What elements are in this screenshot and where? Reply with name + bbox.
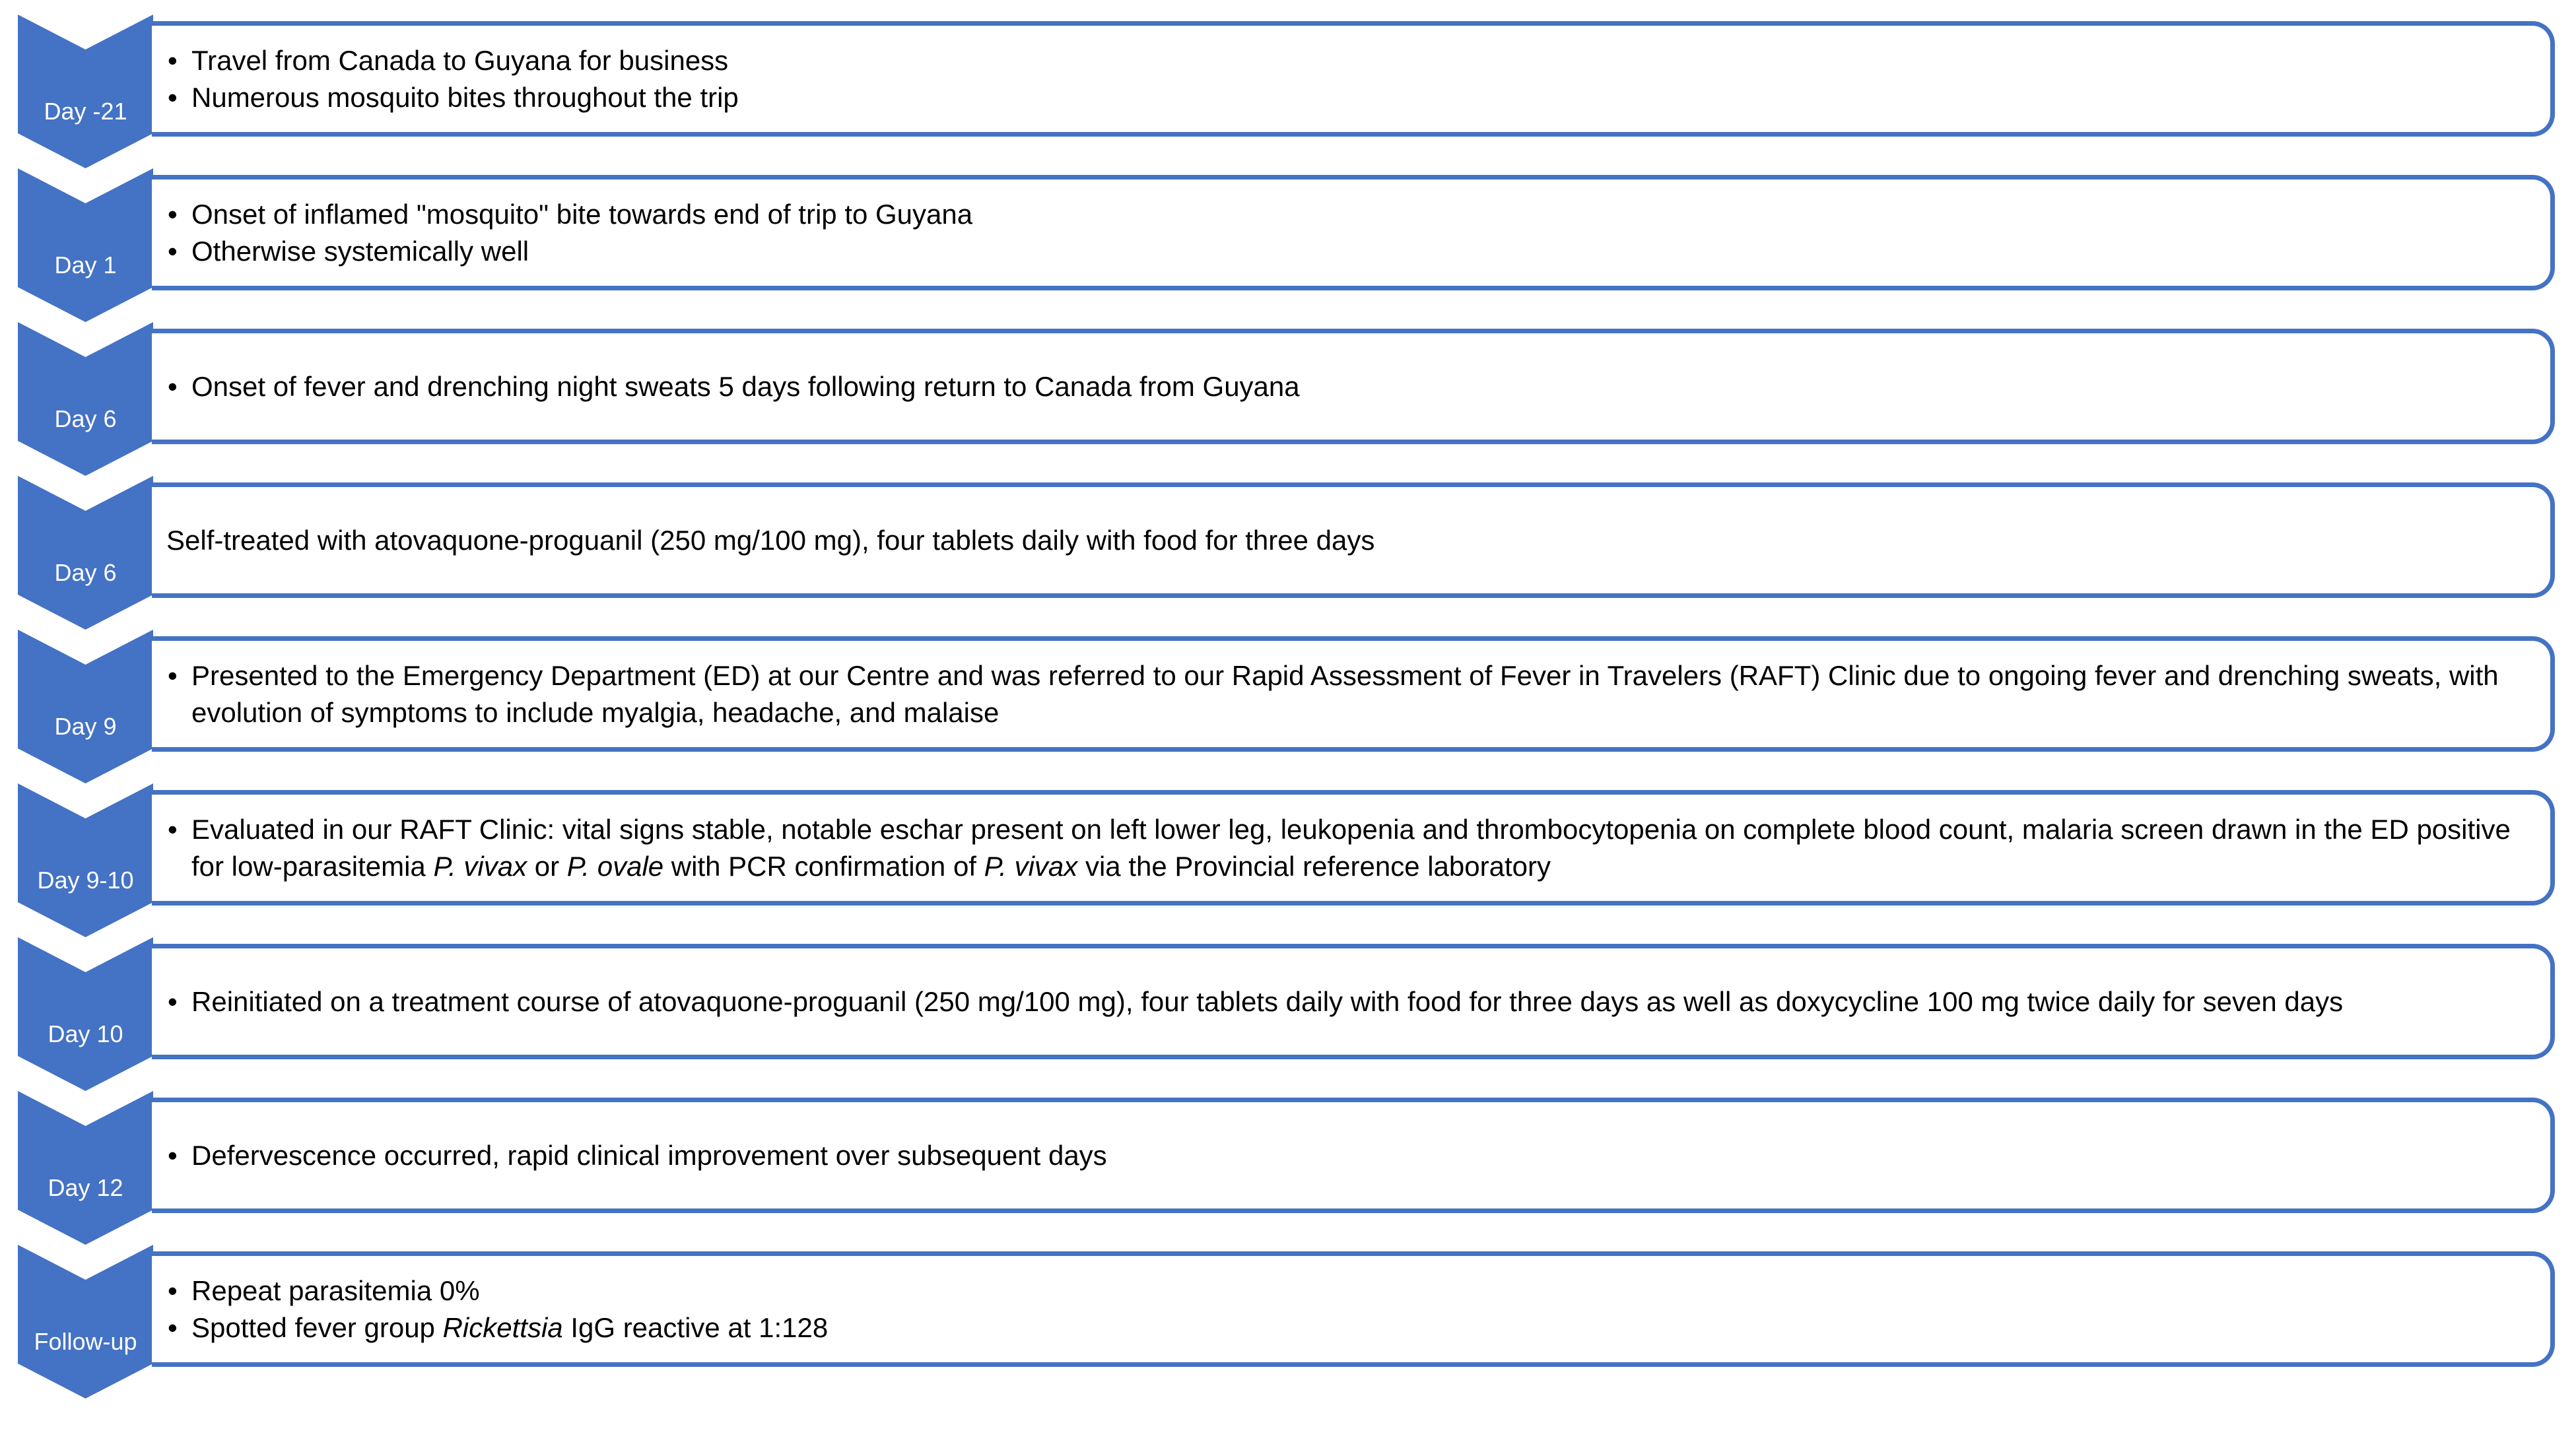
text-segment: Defervescence occurred, rapid clinical improvement over subsequent days	[191, 1139, 1107, 1171]
timeline-event-box	[152, 329, 2555, 444]
timeline-day-label: Follow-up	[34, 1328, 137, 1355]
text-segment: Travel from Canada to Guyana for business	[191, 44, 729, 76]
timeline-chevron	[18, 783, 153, 937]
text-segment: Spotted fever group	[191, 1311, 443, 1343]
text-segment: Self-treated with atovaquone-proguanil (250 mg/100 mg), four tablets daily with food for three days	[166, 524, 1375, 556]
timeline-event-box	[152, 944, 2555, 1059]
bullet-item	[166, 42, 2524, 79]
text-segment: Onset of inflamed "mosquito" bite towards end of trip to Guyana	[191, 198, 973, 230]
timeline-chevron	[18, 168, 153, 322]
bullet-item	[166, 1137, 2524, 1174]
bullet-item	[166, 1272, 2524, 1309]
bullet-item	[166, 1309, 2524, 1346]
timeline-day-label: Day 10	[48, 1020, 123, 1047]
timeline-day-label: Day 6	[54, 559, 117, 586]
timeline-chevron	[18, 1245, 153, 1399]
italic-term: Rickettsia	[442, 1311, 563, 1343]
timeline-chevron	[18, 630, 153, 783]
text-segment: Reinitiated on a treatment course of atovaquone-proguanil (250 mg/100 mg), four tablets daily with food for three days as well as doxycycline 100 mg twice daily for seven days	[191, 985, 2344, 1017]
text-segment: Evaluated in our RAFT Clinic: vital signs stable, notable eschar present on left lower leg, leukopenia and thrombocytopenia on complete blood count, malaria screen drawn in the ED positive for low-parasitemia	[191, 813, 2511, 882]
timeline-day-label: Day 6	[54, 405, 117, 432]
timeline-chevron	[18, 322, 153, 476]
timeline-day-label: Day 9	[54, 713, 117, 740]
timeline-event-box	[152, 1098, 2555, 1213]
bullet-item	[166, 233, 2524, 270]
timeline-day-label: Day 9-10	[37, 867, 134, 894]
text-segment: Onset of fever and drenching night sweats 5 days following return to Canada from Guyana	[191, 370, 1300, 402]
timeline-event-box	[152, 482, 2555, 598]
timeline-day-label: Day 1	[54, 251, 117, 279]
timeline-day-label: Day 12	[48, 1174, 123, 1201]
timeline-event-box	[152, 1251, 2555, 1367]
timeline-chevron	[18, 937, 153, 1091]
text-segment: with PCR confirmation of	[663, 850, 984, 882]
timeline-event-box	[152, 790, 2555, 906]
timeline-day-label: Day -21	[44, 98, 127, 125]
italic-term: P. vivax	[984, 850, 1078, 882]
text-segment: via the Provincial reference laboratory	[1077, 850, 1551, 882]
bullet-item	[166, 196, 2524, 233]
bullet-item	[166, 79, 2524, 116]
bullet-item	[166, 983, 2524, 1020]
event-text	[166, 522, 2524, 559]
italic-term: P. vivax	[433, 850, 527, 882]
timeline-chevron	[18, 15, 153, 168]
text-segment: Otherwise systemically well	[191, 235, 529, 267]
text-segment: Presented to the Emergency Department (ED) at our Centre and was referred to our Rapid Assessment of Fever in Travelers (RAFT) Clinic due to ongoing fever and drenching sweats, with evolution of symptoms to include myalgia, headache, and malaise	[191, 659, 2499, 728]
italic-term: P. ovale	[566, 850, 664, 882]
timeline-event-box	[152, 175, 2555, 290]
text-segment: or	[527, 850, 567, 882]
bullet-item	[166, 811, 2524, 885]
timeline-chevron	[18, 1091, 153, 1245]
timeline-event-box	[152, 636, 2555, 752]
text-segment: Repeat parasitemia 0%	[191, 1274, 480, 1306]
timeline-chevron	[18, 476, 153, 630]
bullet-item	[166, 368, 2524, 405]
text-segment: Numerous mosquito bites throughout the trip	[191, 81, 739, 113]
text-segment: IgG reactive at 1:128	[562, 1311, 829, 1343]
bullet-item	[166, 657, 2524, 731]
timeline-event-box	[152, 21, 2555, 137]
